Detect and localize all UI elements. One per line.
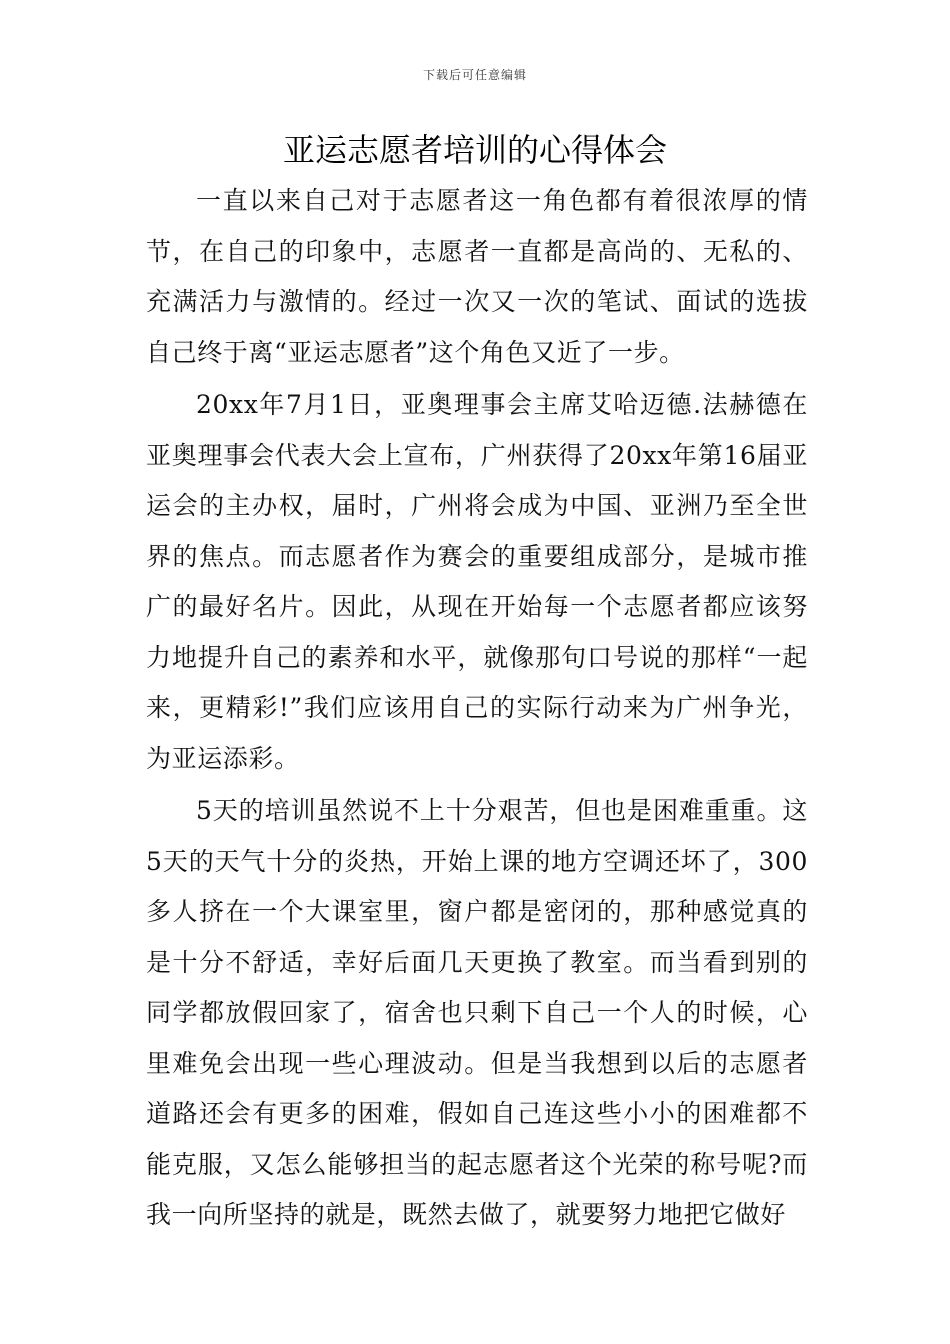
header-note: 下载后可任意编辑 xyxy=(422,68,527,82)
paragraph-3: 5天的培训虽然说不上十分艰苦，但也是困难重重。这5天的天气十分的炎热，开始上课的地方空调还坏了，300多人挤在一个大课室里，窗户都是密闭的，那种感觉真的是十分不舒适，幸好后面几天更换了教室。而当看到别的同学都放假回家了，宿舍也只剩下自己一个人的时候，心里难免会出现一些心理波动。但是当我想到以后的志愿者道路还会有更多的困难，假如自己连这些小小的困难都不能克服，又怎么能够担当的起志愿者这个光荣的称号呢?而我一向所坚持的就是，既然去做了，就要努力地把它做好 xyxy=(146,796,808,1229)
paragraph-2: 20xx年7月1日，亚奥理事会主席艾哈迈德.法赫德在亚奥理事会代表大会上宣布，广州获得了20xx年第16届亚运会的主办权，届时，广州将会成为中国、亚洲乃至全世界的焦点。而志愿者作为赛会的重要组成部分，是城市推广的最好名片。因此，从现在开始每一个志愿者都应该努力地提升自己的素养和水平，就像那句口号说的那样“一起来，更精彩!”我们应该用自己的实际行动来为广州争光，为亚运添彩。 xyxy=(146,390,808,773)
document-title: 亚运志愿者培训的心得体会 xyxy=(282,131,667,169)
document-body xyxy=(146,176,808,1243)
paragraph-1: 一直以来自己对于志愿者这一角色都有着很浓厚的情节，在自己的印象中，志愿者一直都是高尚的、无私的、充满活力与激情的。经过一次又一次的笔试、面试的选拔自己终于离“亚运志愿者”这个角色又近了一步。 xyxy=(146,186,808,367)
